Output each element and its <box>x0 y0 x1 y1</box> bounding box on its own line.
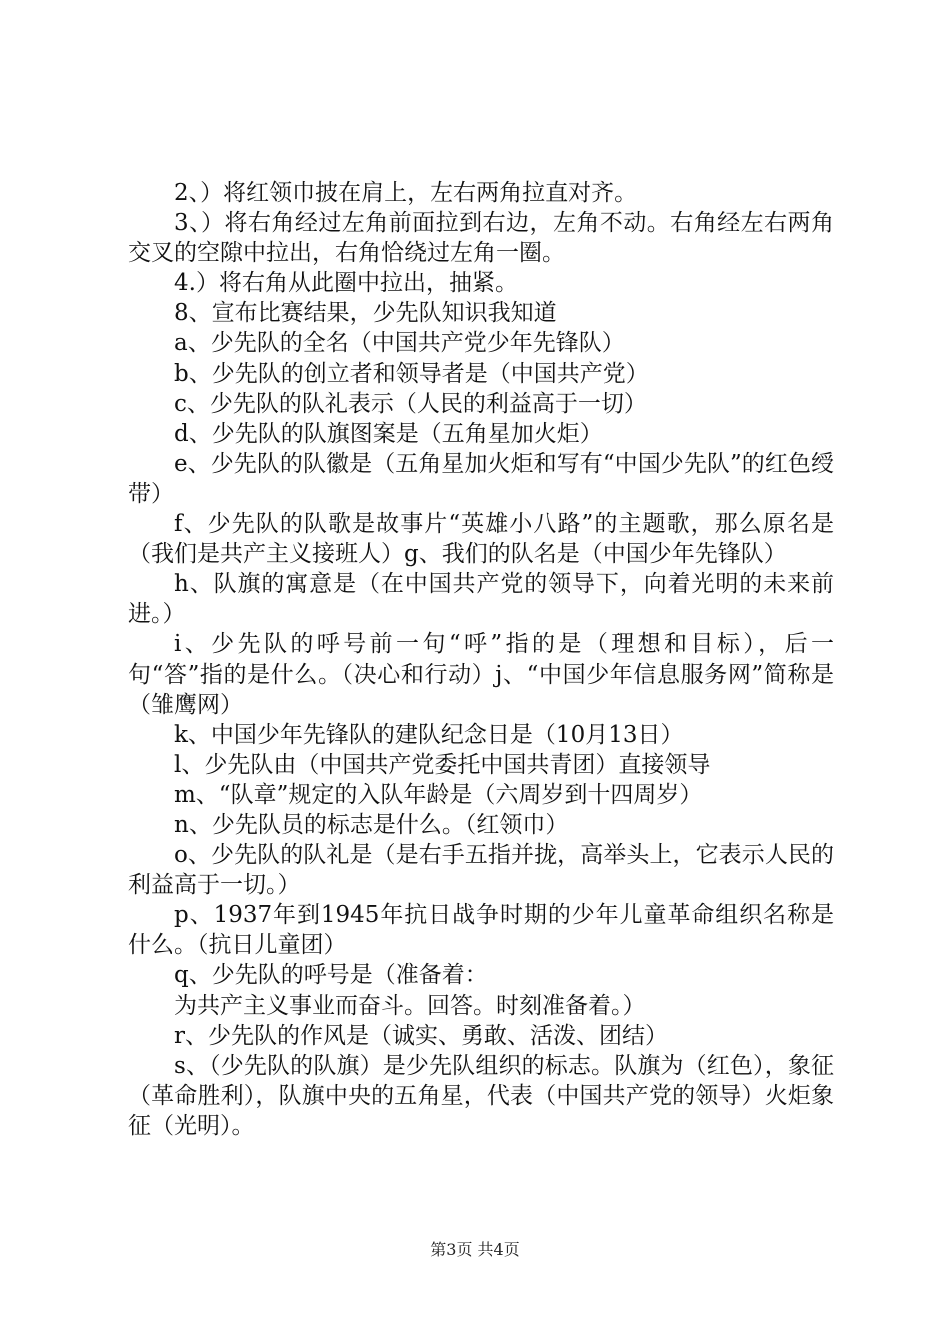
paragraph-step-4: 4.）将右角从此圈中拉出，抽紧。 <box>174 270 518 297</box>
paragraph-item-q-continued: 为共产主义事业而奋斗。回答。时刻准备着。） <box>174 992 646 1019</box>
paragraph-section-8: 8、宣布比赛结果，少先队知识我知道 <box>174 300 557 327</box>
paragraph-item-f-g: f、少先队的队歌是故事片“英雄小八路”的主题歌，那么原名是（我们是共产主义接班人）g、我们的队名是（中国少年先锋队） <box>128 511 834 568</box>
paragraph-item-r: r、少先队的作风是（诚实、勇敢、活泼、团结） <box>174 1022 668 1049</box>
paragraph-item-q: q、少先队的呼号是（准备着： <box>174 962 488 989</box>
paragraph-item-s: s、（少先队的队旗）是少先队组织的标志。队旗为（红色），象征（革命胜利），队旗中央的五角星，代表（中国共产党的领导）火炬象征（光明）。 <box>128 1052 834 1139</box>
paragraph-item-i-j: i、少先队的呼号前一句“呼”指的是（理想和目标），后一句“答”指的是什么。（决心和行动）j、“中国少年信息服务网”简称是（雏鹰网） <box>128 631 834 718</box>
paragraph-step-2: 2、）将红领巾披在肩上，左右两角拉直对齐。 <box>174 180 638 206</box>
paragraph-item-l: l、少先队由（中国共产党委托中国共青团）直接领导 <box>174 751 711 778</box>
page-footer <box>0 1240 950 1260</box>
paragraph-item-m: m、“队章”规定的入队年龄是（六周岁到十四周岁） <box>174 781 703 808</box>
page-number-label: 第3页 共4页 <box>430 1240 520 1259</box>
paragraph-item-d: d、少先队的队旗图案是（五角星加火炬） <box>174 420 603 447</box>
paragraph-item-n: n、少先队员的标志是什么。（红领巾） <box>174 811 569 838</box>
paragraph-item-k: k、中国少年先锋队的建队纪念日是（10月13日） <box>174 721 684 748</box>
paragraph-item-o: o、少先队的队礼是（是右手五指并拢，高举头上，它表示人民的利益高于一切。） <box>128 842 834 899</box>
paragraph-step-3: 3、）将右角经过左角前面拉到右边，左角不动。右角经左右两角交叉的空隙中拉出，右角恰绕过左角一圈。 <box>128 210 834 267</box>
document-body <box>128 178 834 1141</box>
paragraph-item-h: h、队旗的寓意是（在中国共产党的领导下，向着光明的未来前进。） <box>128 571 834 628</box>
paragraph-item-a: a、少先队的全名（中国共产党少年先锋队） <box>174 330 625 357</box>
paragraph-item-e: e、少先队的队徽是（五角星加火炬和写有“中国少先队”的红色绶带） <box>128 450 834 507</box>
paragraph-item-p: p、1937年到1945年抗日战争时期的少年儿童革命组织名称是什么。（抗日儿童团） <box>128 902 834 959</box>
paragraph-item-c: c、少先队的队礼表示（人民的利益高于一切） <box>174 390 647 417</box>
paragraph-item-b: b、少先队的创立者和领导者是（中国共产党） <box>174 360 649 387</box>
